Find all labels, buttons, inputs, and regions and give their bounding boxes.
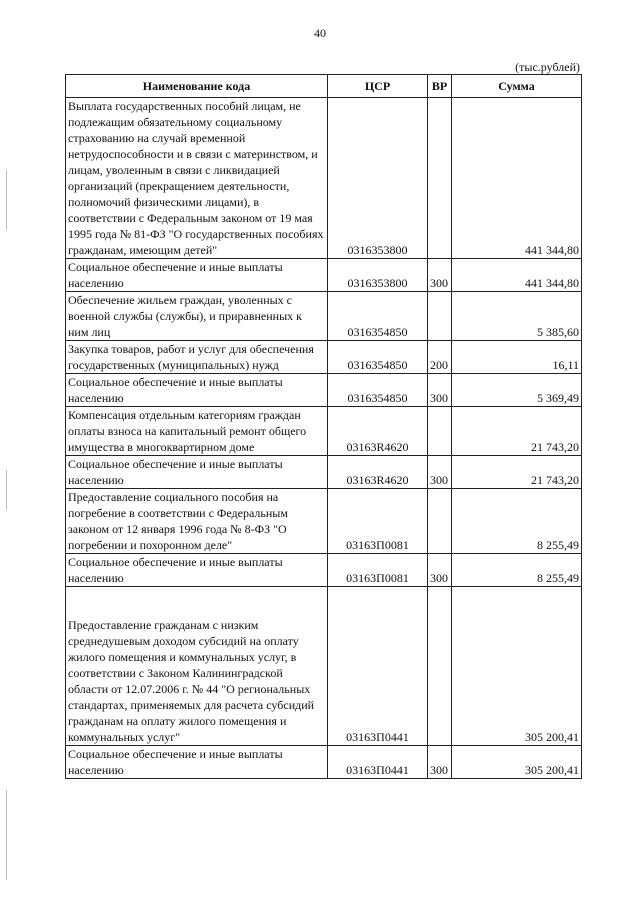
row-vr [428,587,452,746]
row-sum: 8 255,49 [452,489,582,554]
row-vr [428,407,452,456]
row-csr: 0316354850 [328,341,428,374]
table-row [66,374,582,407]
header-name: Наименование кода [66,75,328,98]
row-sum: 305 200,41 [452,746,582,779]
budget-table [65,74,582,779]
header-vr: ВР [428,75,452,98]
row-vr: 200 [428,341,452,374]
row-sum: 16,11 [452,341,582,374]
scan-margin-mark [6,790,7,880]
row-vr [428,292,452,341]
row-csr: 0316353800 [328,259,428,292]
row-vr: 300 [428,259,452,292]
row-vr [428,98,452,259]
row-csr: 03163П0081 [328,554,428,587]
table-row [66,407,582,456]
row-name: Компенсация отдельным категориям граждан оплаты взноса на капитальный ремонт общего имущества в многоквартирном доме [66,407,328,456]
row-csr: 0316353800 [328,98,428,259]
row-csr: 03163R4620 [328,407,428,456]
row-name: Социальное обеспечение и иные выплаты населению [66,554,328,587]
row-sum: 21 743,20 [452,456,582,489]
row-vr: 300 [428,374,452,407]
table-row [66,746,582,779]
row-csr: 03163П0441 [328,746,428,779]
table-row [66,587,582,746]
table-row [66,98,582,259]
row-csr: 03163П0441 [328,587,428,746]
row-name: Предоставление социального пособия на погребение в соответствии с Федеральным законом от 12 января 1996 года № 8-ФЗ "О погребении и похоронном деле" [66,489,328,554]
row-vr: 300 [428,456,452,489]
row-sum: 305 200,41 [452,587,582,746]
row-csr: 03163П0081 [328,489,428,554]
table-row [66,456,582,489]
row-sum: 441 344,80 [452,259,582,292]
row-sum: 5 369,49 [452,374,582,407]
row-name: Социальное обеспечение и иные выплаты населению [66,456,328,489]
table-row [66,259,582,292]
row-csr: 0316354850 [328,292,428,341]
row-sum: 8 255,49 [452,554,582,587]
row-csr: 0316354850 [328,374,428,407]
row-sum: 21 743,20 [452,407,582,456]
table-row [66,292,582,341]
row-name: Выплата государственных пособий лицам, не подлежащим обязательному социальному страхованию на случай временной нетрудоспособности и в связи с материнством, и лицам, уволенным в связи с ликвидацией организаций (прекращением деятельности, полномочий физическими лицами), в соответствии с Федеральным законом от 19 мая 1995 года № 81-ФЗ "О государственных пособиях гражданам, имеющим детей" [66,98,328,259]
row-name: Социальное обеспечение и иные выплаты населению [66,746,328,779]
row-name: Социальное обеспечение и иные выплаты населению [66,374,328,407]
table-row [66,341,582,374]
units-label: (тыс.рублей) [515,60,580,74]
scan-margin-mark [6,170,7,230]
row-sum: 5 385,60 [452,292,582,341]
table-row [66,554,582,587]
table-header-row [66,75,582,98]
row-name: Закупка товаров, работ и услуг для обеспечения государственных (муниципальных) нужд [66,341,328,374]
header-csr: ЦСР [328,75,428,98]
row-name: Социальное обеспечение и иные выплаты населению [66,259,328,292]
row-sum: 441 344,80 [452,98,582,259]
row-vr [428,489,452,554]
row-name: Предоставление гражданам с низким среднедушевым доходом субсидий на оплату жилого помещения и коммунальных услуг, в соответствии с Законом Калининградской области от 12.07.2006 г. № 44 "О региональных стандартах, применяемых для расчета субсидий гражданам на оплату жилого помещения и коммунальных услуг" [66,587,328,746]
row-vr: 300 [428,746,452,779]
table-row [66,489,582,554]
row-csr: 03163R4620 [328,456,428,489]
row-vr: 300 [428,554,452,587]
row-name: Обеспечение жильем граждан, уволенных с военной службы (службы), и приравненных к ним лиц [66,292,328,341]
page-number: 40 [314,26,326,40]
scan-margin-mark [6,470,7,510]
header-sum: Сумма [452,75,582,98]
